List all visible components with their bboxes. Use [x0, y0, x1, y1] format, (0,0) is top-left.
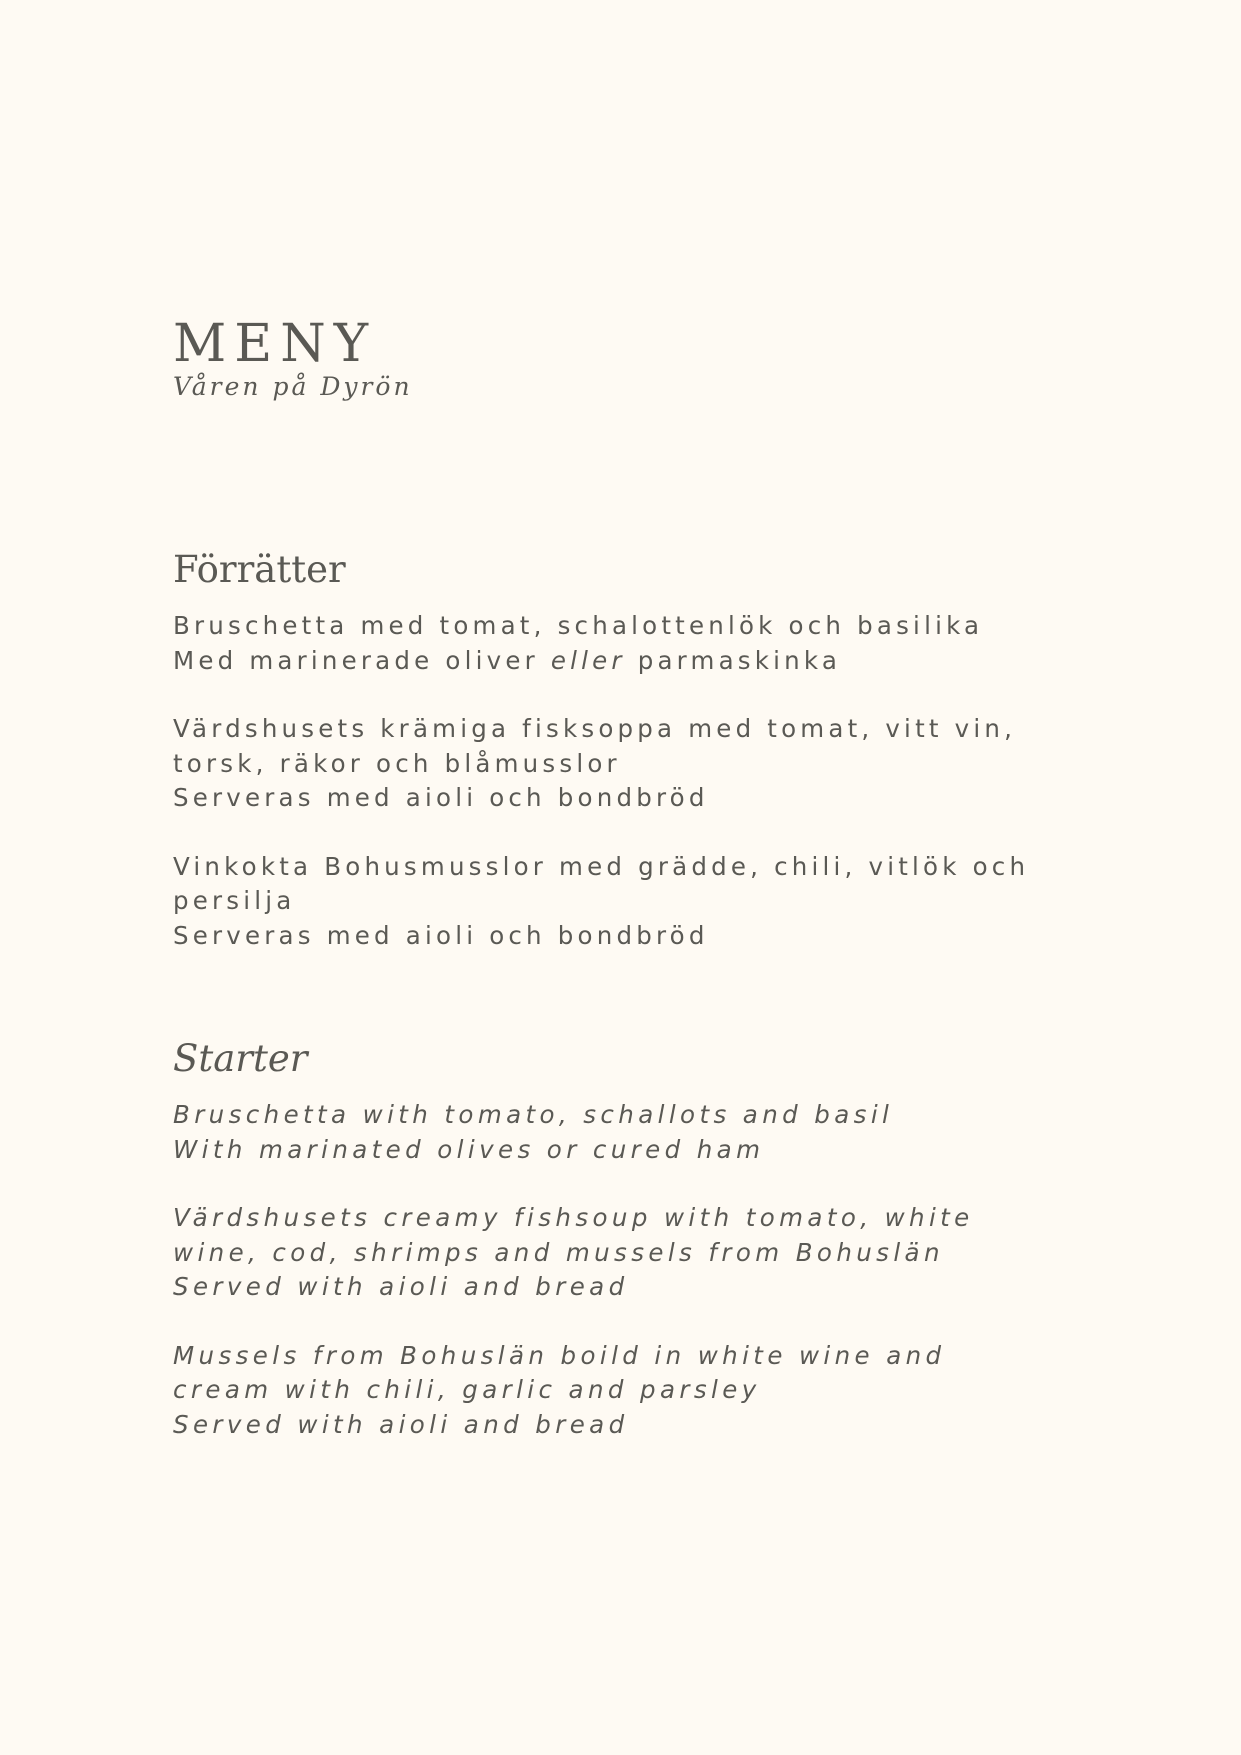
- dish-line: wine, cod, shrimps and mussels from Bohuslän: [173, 1237, 944, 1267]
- dish-line: Vinkokta Bohusmusslor med grädde, chili, vitlök och: [173, 851, 1030, 881]
- dish-line: [173, 644, 1173, 679]
- english-starters-section: [173, 1034, 1173, 1476]
- dish-line: Värdshusets krämiga fisksoppa med tomat, vitt vin,: [173, 714, 1017, 743]
- dish-line: Bruschetta med tomat, schalottenlök och basilika: [173, 611, 984, 640]
- menu-page: [173, 0, 1173, 1755]
- swedish-starters-section: [173, 545, 1173, 987]
- section-heading-starter: Starter: [173, 1037, 308, 1080]
- dish-line: Bruschetta with tomato, schallots and basil: [173, 1100, 894, 1129]
- dish-line: With marinated olives or cured ham: [173, 1134, 765, 1164]
- dish-line: cream with chili, garlic and parsley: [173, 1375, 761, 1404]
- dish-line-text: parmaskinka: [625, 645, 842, 675]
- dish-line-text: Med marinerade oliver: [173, 645, 551, 675]
- dish-line: Serveras med aioli och bondbröd: [173, 920, 709, 950]
- dish-line: persilja: [173, 886, 296, 915]
- dish-line: Served with aioli and bread: [173, 1409, 629, 1439]
- dish-item: [173, 609, 1173, 678]
- menu-subtitle: Våren på Dyrön: [173, 372, 413, 401]
- dish-line: Serveras med aioli och bondbröd: [173, 783, 709, 812]
- dish-item: [173, 1339, 1173, 1443]
- dish-item: [173, 1201, 1173, 1305]
- dish-line: Served with aioli and bread: [173, 1272, 629, 1301]
- dish-item: [173, 1098, 1173, 1167]
- dish-line: torsk, räkor och blåmusslor: [173, 748, 621, 778]
- dish-item: [173, 850, 1173, 954]
- menu-title: MENY: [173, 314, 377, 374]
- dish-line-emphasis: eller: [550, 645, 626, 675]
- dish-line: Värdshusets creamy fishsoup with tomato, white: [173, 1203, 974, 1232]
- dish-line: Mussels from Bohuslän boild in white wine and: [173, 1340, 946, 1370]
- section-heading-forratter: Förrätter: [173, 548, 346, 591]
- dish-item: [173, 712, 1173, 816]
